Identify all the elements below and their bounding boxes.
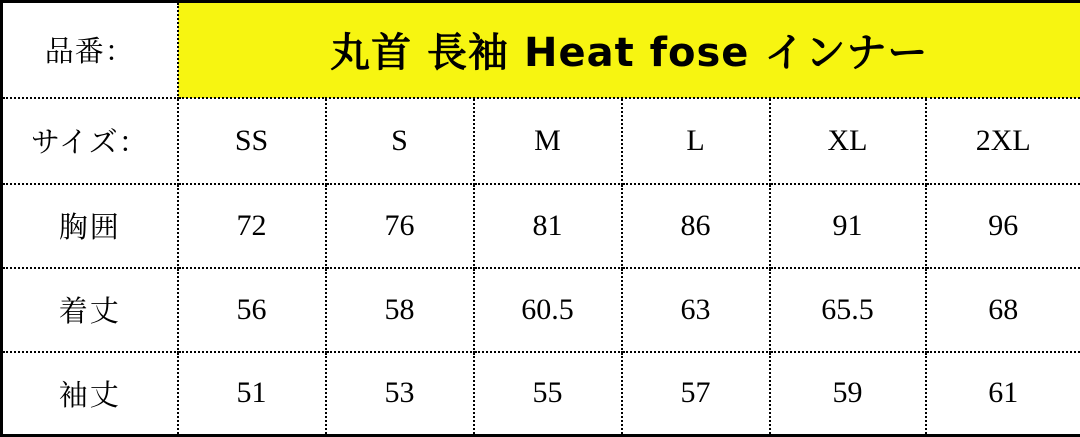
size-label: サイズ： [2, 98, 178, 184]
product-title: 丸首 長袖 Heat fose インナー [178, 2, 1080, 98]
size-header-l: L [622, 98, 770, 184]
cell-length-2xl: 68 [926, 268, 1080, 352]
cell-chest-ss: 72 [178, 184, 326, 268]
size-header-ss: SS [178, 98, 326, 184]
table-row [2, 268, 1080, 352]
cell-chest-2xl: 96 [926, 184, 1080, 268]
cell-chest-xl: 91 [770, 184, 926, 268]
row-label-chest: 胸囲 [2, 184, 178, 268]
cell-sleeve-m: 55 [474, 352, 622, 436]
size-header-xl: XL [770, 98, 926, 184]
size-header-m: M [474, 98, 622, 184]
cell-chest-s: 76 [326, 184, 474, 268]
row-label-sleeve: 袖丈 [2, 352, 178, 436]
cell-chest-l: 86 [622, 184, 770, 268]
cell-length-xl: 65.5 [770, 268, 926, 352]
table-row-title [2, 2, 1080, 98]
product-number-label: 品番： [2, 2, 178, 98]
cell-sleeve-2xl: 61 [926, 352, 1080, 436]
cell-sleeve-l: 57 [622, 352, 770, 436]
size-header-2xl: 2XL [926, 98, 1080, 184]
table-row-sizes [2, 98, 1080, 184]
cell-length-ss: 56 [178, 268, 326, 352]
row-label-length: 着丈 [2, 268, 178, 352]
table-row [2, 352, 1080, 436]
table-row [2, 184, 1080, 268]
cell-chest-m: 81 [474, 184, 622, 268]
cell-sleeve-xl: 59 [770, 352, 926, 436]
cell-length-s: 58 [326, 268, 474, 352]
size-header-s: S [326, 98, 474, 184]
cell-sleeve-s: 53 [326, 352, 474, 436]
cell-length-l: 63 [622, 268, 770, 352]
cell-length-m: 60.5 [474, 268, 622, 352]
cell-sleeve-ss: 51 [178, 352, 326, 436]
